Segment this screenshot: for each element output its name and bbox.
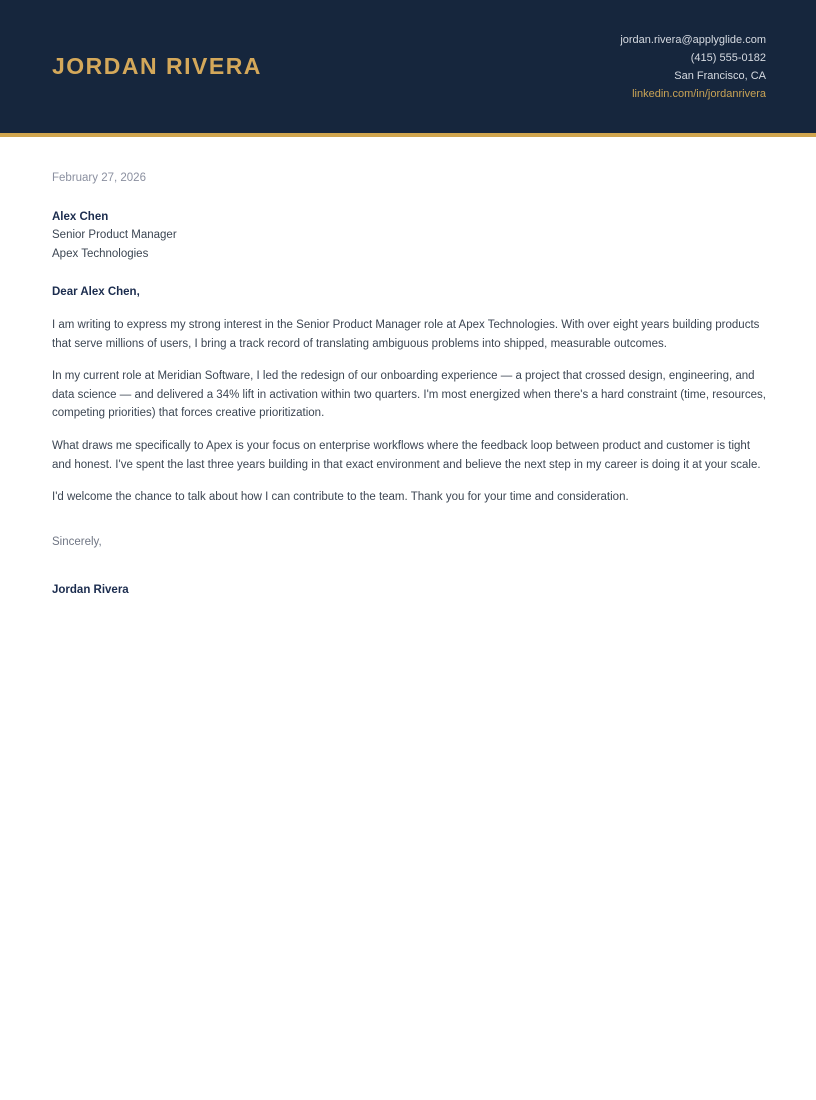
letter-date: February 27, 2026 (52, 172, 146, 184)
salutation: Dear Alex Chen, (52, 286, 140, 299)
paragraph-thanks: I'd welcome the chance to talk about how I can contribute to the team. Thank you for your time and consideration. (52, 491, 629, 504)
linkedin-link[interactable]: linkedin.com/in/jordanrivera (632, 87, 766, 100)
applicant-name: JORDAN RIVERA (52, 53, 262, 79)
contact-email: jordan.rivera@applyglide.com (620, 33, 766, 46)
closing: Sincerely, (52, 535, 102, 548)
signature-name: Jordan Rivera (52, 584, 129, 597)
recipient-company: Apex Technologies (52, 247, 149, 260)
recipient-name: Alex Chen (52, 210, 109, 223)
letter-header (0, 0, 816, 137)
recipient-block (52, 208, 766, 264)
contact-phone: (415) 555-0182 (690, 51, 766, 64)
contact-location: San Francisco, CA (674, 69, 766, 82)
contact-block (620, 31, 766, 103)
recipient-title: Senior Product Manager (52, 229, 177, 242)
letter-body (0, 137, 816, 660)
paragraph-experience: In my current role at Meridian Software, I led the redesign of our onboarding experience — a project that crossed design, engineering, and data science — and delivered a 34% lift in activation within two quarters. I'm most energized when there's a hard constraint (time, resources, competing priorities) that forces creative prioritization. (52, 370, 766, 420)
paragraph-motivation: What draws me specifically to Apex is your focus on enterprise workflows where the feedback loop between product and customer is tight and honest. I've spent the last three years building in that exact environment and believe the next step in my career is doing it at your scale. (52, 439, 761, 471)
paragraph-intro: I am writing to express my strong interest in the Senior Product Manager role at Apex Technologies. With over eight years building products that serve millions of users, I bring a track record of translating ambiguous problems into shipped, measurable outcomes. (52, 318, 760, 350)
